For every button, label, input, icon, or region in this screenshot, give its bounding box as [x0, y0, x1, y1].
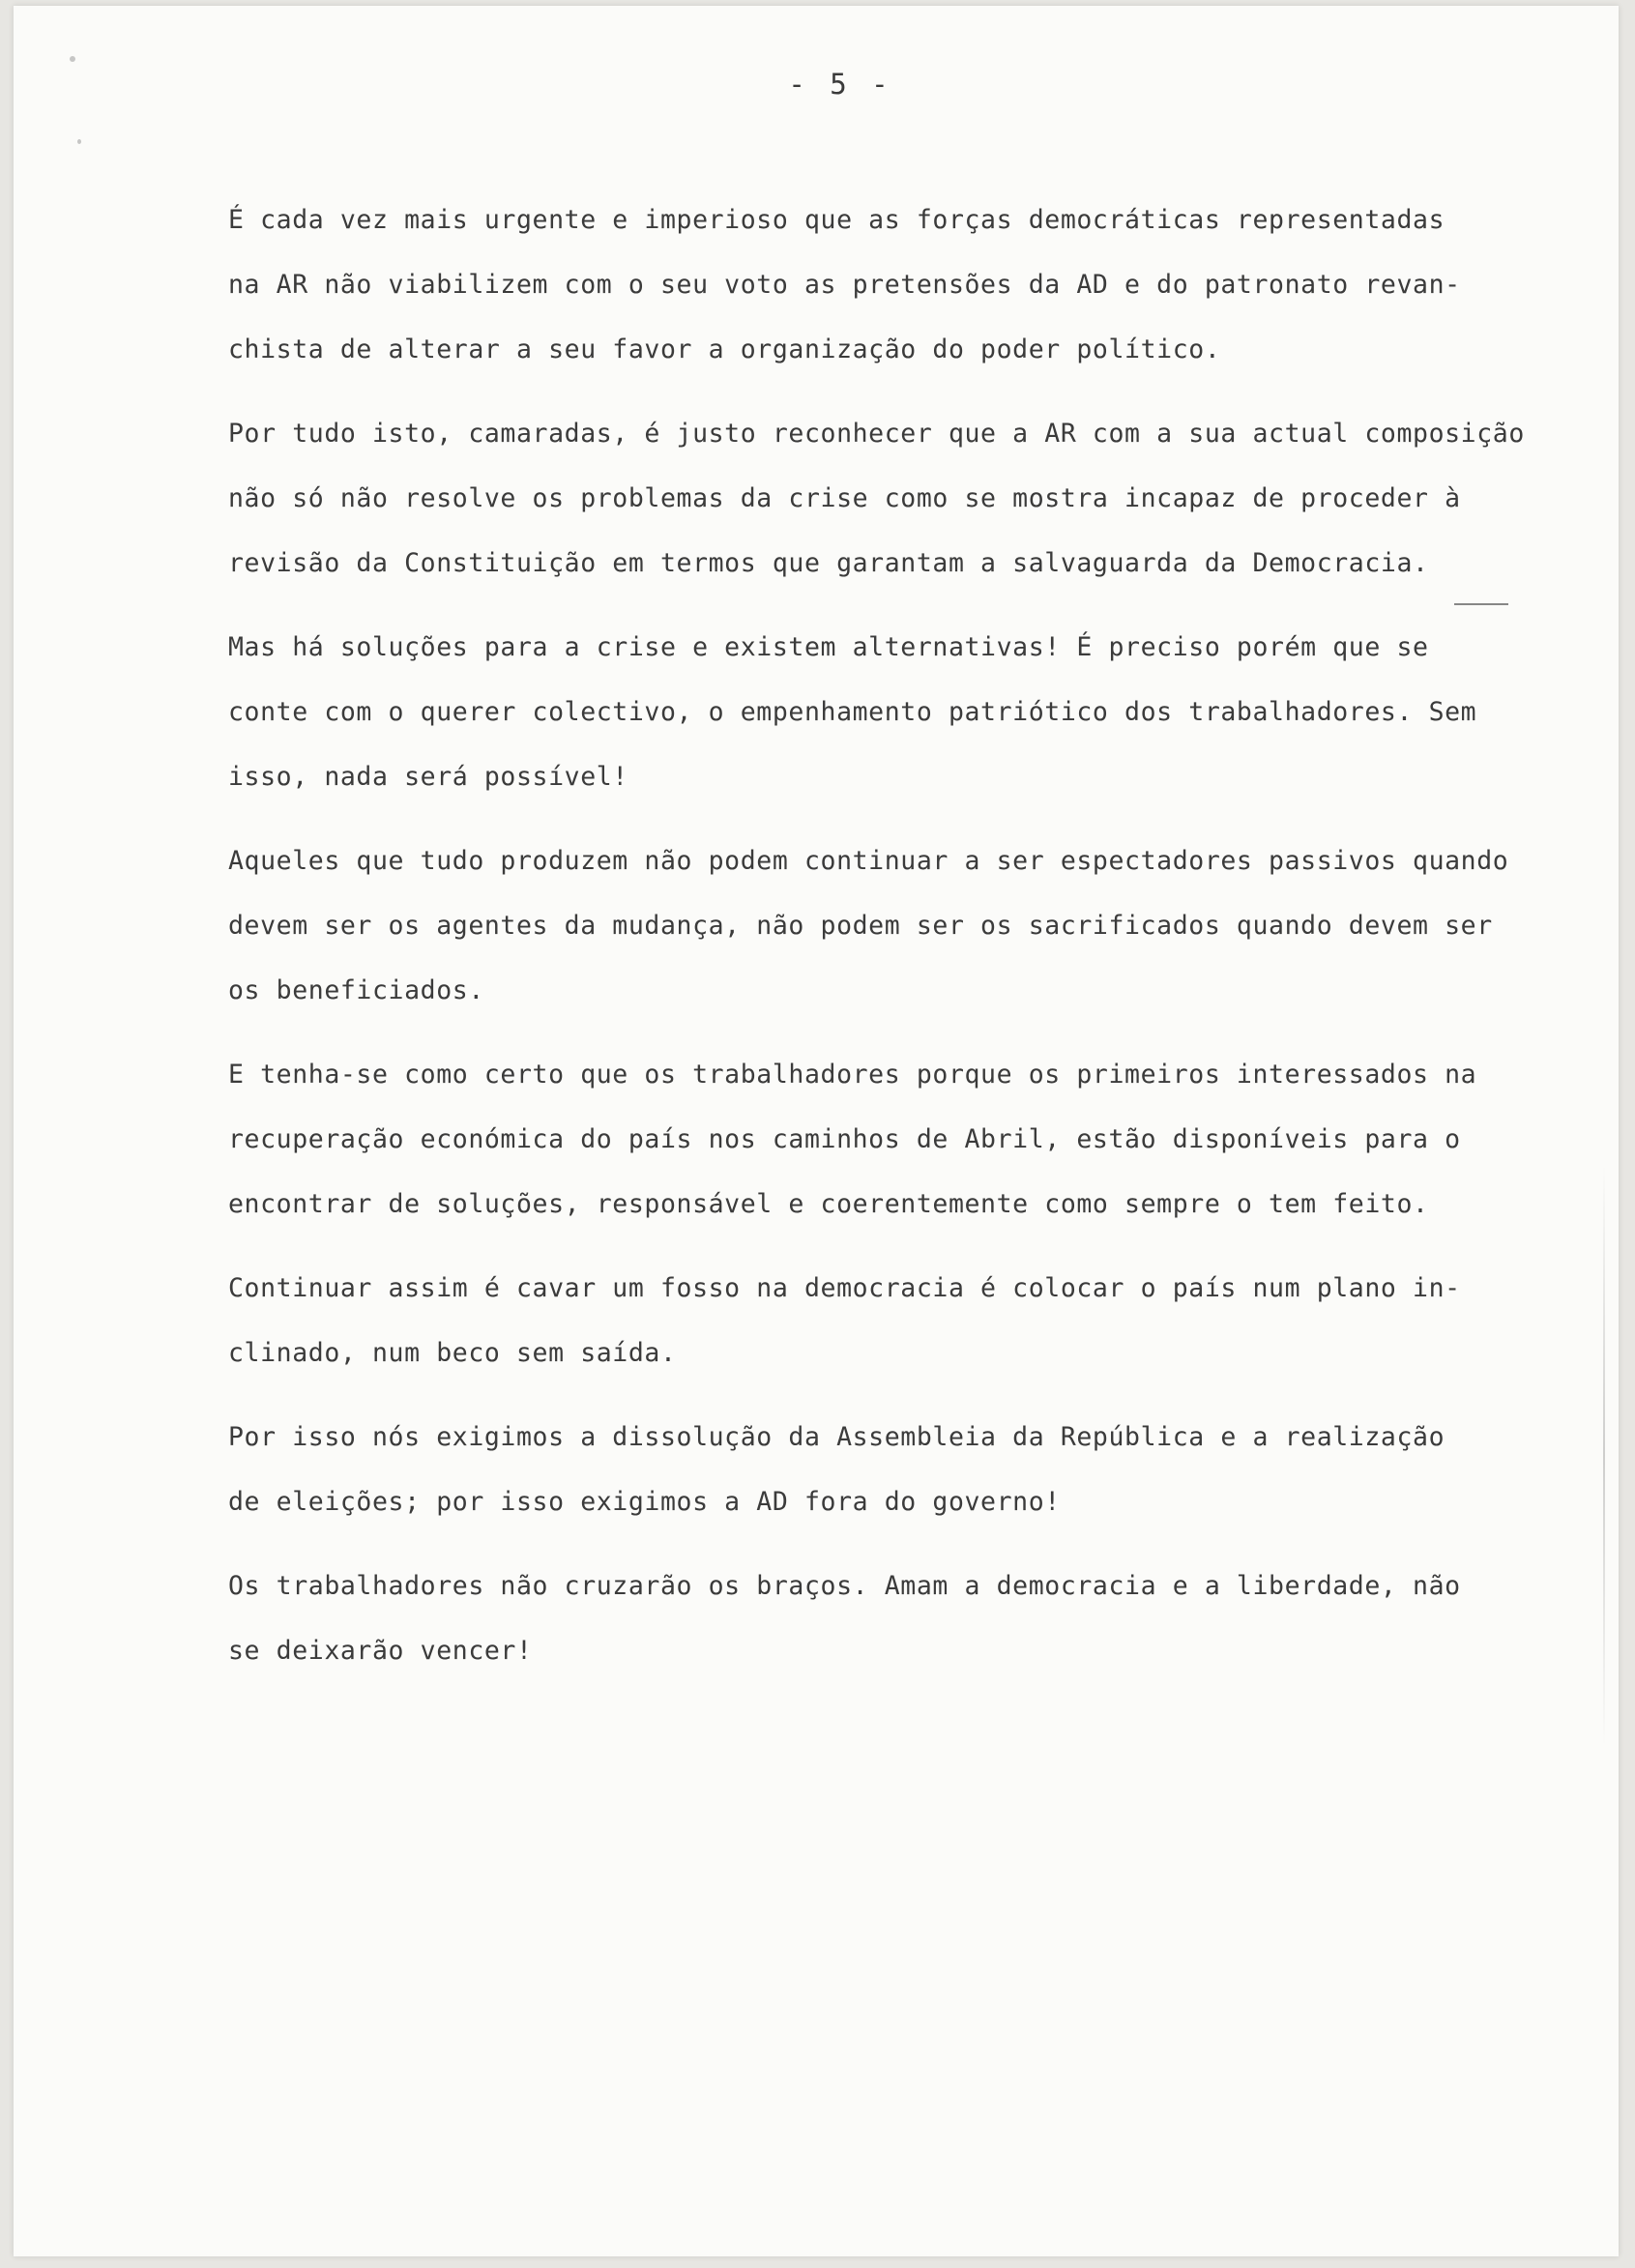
paragraph-gap [228, 382, 1553, 401]
text-line: clinado, num beco sem saída. [228, 1338, 677, 1368]
paragraph-gap [228, 1534, 1553, 1554]
text-line: É cada vez mais urgente e imperioso que as forças democráticas representadas [228, 205, 1445, 235]
paragraph [228, 615, 1553, 809]
document-page [14, 6, 1619, 2256]
page-number: - 5 - [788, 68, 892, 101]
page-edge-shadow [1603, 1166, 1605, 1746]
paragraph-gap [228, 809, 1553, 829]
paragraph [228, 1405, 1553, 1534]
paragraph-gap [228, 1023, 1553, 1042]
text-line: isso, nada será possível! [228, 762, 628, 792]
paragraph-gap [228, 1236, 1553, 1256]
text-line: de eleições; por isso exigimos a AD fora do governo! [228, 1487, 1061, 1517]
paper-speck [77, 139, 81, 144]
text-line: E tenha-se como certo que os trabalhadores porque os primeiros interessados na [228, 1060, 1477, 1090]
text-line: Por isso nós exigimos a dissolução da Assembleia da República e a realização [228, 1422, 1445, 1452]
text-line: não só não resolve os problemas da crise como se mostra incapaz de proceder à [228, 483, 1461, 513]
text-line: recuperação económica do país nos caminhos de Abril, estão disponíveis para o [228, 1124, 1461, 1154]
text-line: conte com o querer colectivo, o empenhamento patriótico dos trabalhadores. Sem [228, 697, 1477, 727]
text-line: se deixarão vencer! [228, 1636, 533, 1666]
text-line: Continuar assim é cavar um fosso na democracia é colocar o país num plano in- [228, 1273, 1461, 1303]
text-line: Aqueles que tudo produzem não podem continuar a ser espectadores passivos quando [228, 846, 1509, 876]
paragraph [228, 829, 1553, 1023]
text-line: chista de alterar a seu favor a organização do poder político. [228, 334, 1221, 364]
paragraph [228, 1256, 1553, 1385]
text-line: os beneficiados. [228, 975, 484, 1005]
paragraph-gap [228, 1385, 1553, 1405]
document-body [228, 188, 1553, 1683]
paragraph-gap [228, 596, 1553, 615]
text-line: encontrar de soluções, responsável e coerentemente como sempre o tem feito. [228, 1189, 1429, 1219]
text-line: Os trabalhadores não cruzarão os braços. Amam a democracia e a liberdade, não [228, 1571, 1461, 1601]
text-line: Por tudo isto, camaradas, é justo reconhecer que a AR com a sua actual composição [228, 419, 1525, 449]
text-line: na AR não viabilizem com o seu voto as pretensões da AD e do patronato revan- [228, 270, 1461, 300]
text-line: revisão da Constituição em termos que garantam a salvaguarda da Democracia. [228, 548, 1429, 578]
paragraph [228, 1554, 1553, 1683]
text-line: Mas há soluções para a crise e existem alternativas! É preciso porém que se [228, 632, 1429, 662]
paragraph [228, 188, 1553, 382]
paragraph [228, 1042, 1553, 1236]
paper-speck [70, 56, 75, 62]
text-line: devem ser os agentes da mudança, não podem ser os sacrificados quando devem ser [228, 911, 1493, 941]
paragraph [228, 401, 1553, 596]
